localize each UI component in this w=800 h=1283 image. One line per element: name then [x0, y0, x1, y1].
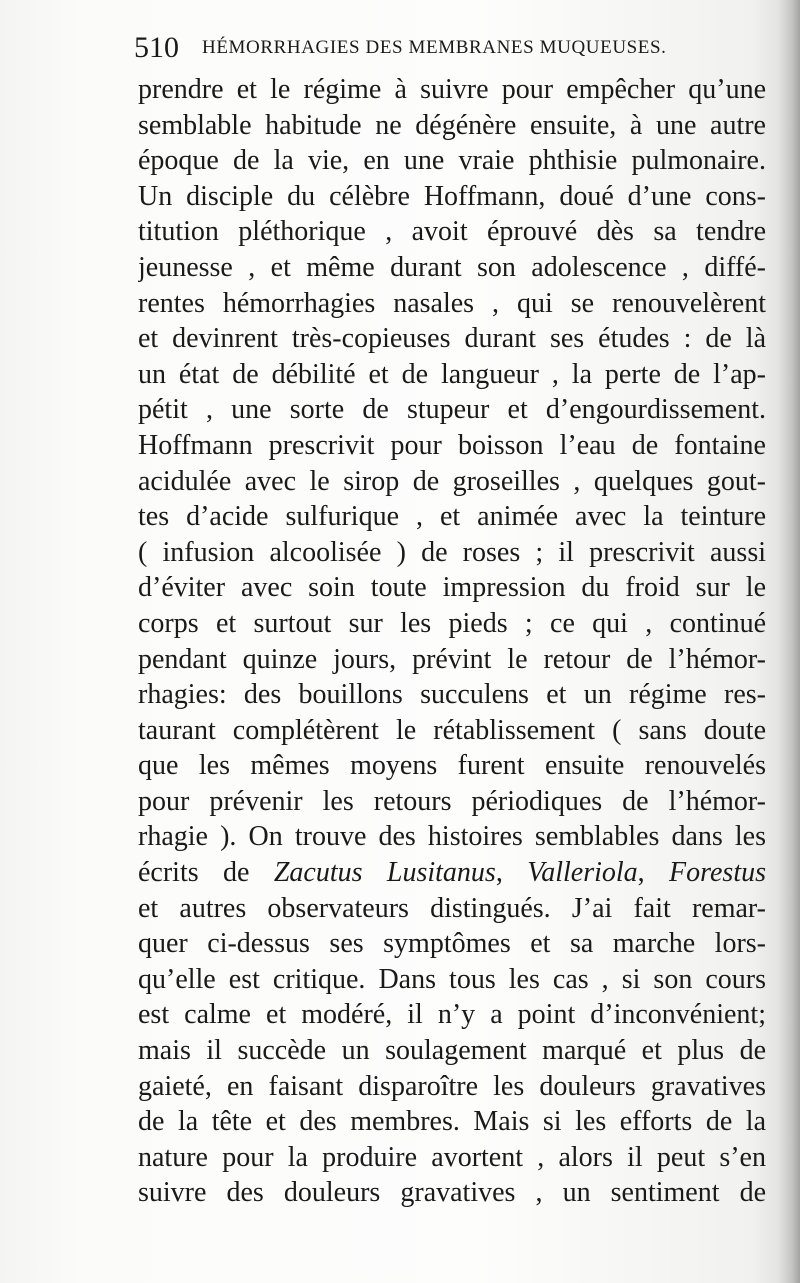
- text-segment: titution pléthorique , avoit éprouvé dès sa tendre: [138, 216, 766, 248]
- text-segment: semblable habitude ne dégénère ensuite, à une autre: [138, 109, 766, 141]
- text-segment: gaieté, en faisant disparoître les douleurs gravatives: [138, 1070, 766, 1102]
- text-line: [138, 535, 766, 571]
- text-line: [138, 179, 766, 215]
- text-line: [138, 713, 766, 749]
- text-line: [138, 1140, 766, 1176]
- text-segment: qu’elle est critique. Dans tous les cas , si son cours: [138, 963, 766, 995]
- text-segment: taurant complétèrent le rétablissement ( sans doute: [138, 714, 766, 746]
- text-segment: et devinrent très-copieuses durant ses études : de là: [138, 323, 766, 355]
- running-head: HÉMORRHAGIES DES MEMBRANES MUQUEUSES.: [202, 37, 667, 58]
- text-line: [138, 748, 766, 784]
- text-segment: Hoffmann prescrivit pour boisson l’eau de fontaine: [138, 429, 766, 461]
- text-line: [138, 357, 766, 393]
- text-line: [138, 72, 766, 108]
- text-segment: écrits de: [138, 857, 274, 889]
- text-line: [138, 392, 766, 428]
- text-line: [138, 819, 766, 855]
- text-line: [138, 321, 766, 357]
- text-line: [138, 464, 766, 500]
- text-segment: tes d’acide sulfurique , et animée avec la teinture: [138, 501, 766, 533]
- text-line: [138, 250, 766, 286]
- page-edge-shadow: [778, 0, 800, 1283]
- text-line: [138, 499, 766, 535]
- text-segment: suivre des douleurs gravatives , un sentiment de: [138, 1177, 766, 1209]
- text-line: [138, 962, 766, 998]
- text-segment: un état de débilité et de langueur , la perte de l’ap-: [138, 358, 766, 390]
- text-line: [138, 997, 766, 1033]
- body-text: [138, 72, 766, 1211]
- text-segment: Un disciple du célèbre Hoffmann, doué d’une cons-: [138, 180, 766, 212]
- text-line: [138, 606, 766, 642]
- text-line: [138, 926, 766, 962]
- text-segment: quer ci-dessus ses symptômes et sa marche lors-: [138, 928, 766, 960]
- text-line: [138, 642, 766, 678]
- text-segment: prendre et le régime à suivre pour empêcher qu’une: [138, 74, 766, 105]
- text-segment: rhagies: des bouillons succulens et un régime res-: [138, 679, 766, 711]
- text-line: [138, 1033, 766, 1069]
- text-segment: nature pour la produire avortent , alors il peut s’en: [138, 1141, 766, 1173]
- text-line: [138, 784, 766, 820]
- text-line: [138, 286, 766, 322]
- text-line: [138, 891, 766, 927]
- text-line: [138, 1175, 766, 1211]
- text-line: [138, 214, 766, 250]
- text-segment: de la tête et des membres. Mais si les efforts de la: [138, 1106, 766, 1138]
- text-segment: ,: [637, 857, 670, 889]
- text-segment: ,: [495, 857, 528, 889]
- text-segment: d’éviter avec soin toute impression du froid sur le: [138, 572, 766, 604]
- italic-text: Valleriola: [527, 857, 638, 889]
- text-segment: pour prévenir les retours périodiques de l’hémor-: [138, 785, 766, 817]
- text-line: [138, 677, 766, 713]
- italic-text: Forestus: [669, 857, 766, 889]
- text-segment: rentes hémorrhagies nasales , qui se renouvelèrent: [138, 287, 766, 319]
- text-line: [138, 570, 766, 606]
- text-segment: que les mêmes moyens furent ensuite renouvelés: [138, 750, 766, 782]
- text-segment: mais il succède un soulagement marqué et plus de: [138, 1035, 766, 1067]
- text-segment: corps et surtout sur les pieds ; ce qui , continué: [138, 607, 766, 639]
- text-line: [138, 1069, 766, 1105]
- text-line: [138, 1104, 766, 1140]
- italic-text: Zacutus Lusitanus: [273, 857, 496, 889]
- text-segment: et autres observateurs distingués. J’ai fait remar-: [138, 892, 766, 924]
- text-segment: époque de la vie, en une vraie phthisie pulmonaire.: [138, 145, 766, 177]
- text-line: [138, 855, 766, 891]
- text-segment: rhagie ). On trouve des histoires semblables dans les: [138, 821, 766, 853]
- text-line: [138, 143, 766, 179]
- text-segment: pendant quinze jours, prévint le retour de l’hémor-: [138, 643, 766, 675]
- text-segment: ( infusion alcoolisée ) de roses ; il prescrivit aussi: [138, 536, 766, 568]
- page-number: 510: [134, 31, 179, 64]
- text-segment: pétit , une sorte de stupeur et d’engourdissement.: [138, 394, 766, 426]
- page-header: [134, 30, 774, 66]
- text-segment: est calme et modéré, il n’y a point d’inconvénient;: [138, 999, 766, 1031]
- text-line: [138, 428, 766, 464]
- text-segment: acidulée avec le sirop de groseilles , quelques gout-: [138, 465, 766, 497]
- text-line: [138, 108, 766, 144]
- text-segment: jeunesse , et même durant son adolescence , diffé-: [138, 251, 766, 283]
